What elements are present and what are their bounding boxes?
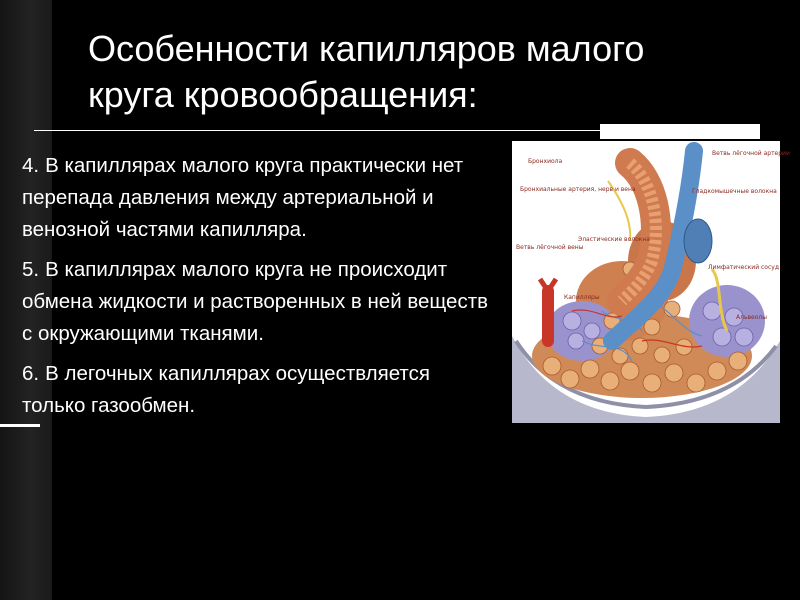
list-item-number: 5. [22, 258, 40, 281]
slide-title-line-1: Особенности капилляров малого [88, 28, 645, 69]
list-item-text: В легочных капиллярах осуществляется только газообмен. [22, 362, 430, 417]
list-item [22, 150, 492, 246]
label-elastic-fibers: Эластические волокна [578, 236, 650, 243]
list-item [22, 254, 492, 350]
list-item-number: 4. [22, 154, 40, 177]
label-capillaries: Капилляры [564, 294, 600, 301]
label-smooth-muscle: Гладкомышечные волокна [692, 188, 777, 195]
lung-capillaries-illustration [512, 141, 790, 423]
label-bronchial-artery-vein: Бронхиальные артерия, нерв и вена [520, 186, 636, 193]
feature-list [22, 150, 492, 430]
label-lymph-vessel: Лимфатический сосуд [708, 264, 779, 271]
label-pulm-artery-branch: Ветвь лёгочной артерии [712, 150, 790, 157]
label-pulm-vein-branch: Ветвь лёгочной вены [516, 244, 584, 251]
slide-title-line-2: круга кровообращения: [88, 74, 478, 115]
label-alveoli: Альвеолы [736, 314, 767, 321]
list-item-text: В капиллярах малого круга не происходит обмена жидкости и растворенных в ней веществ с окружающими тканями. [22, 258, 488, 345]
title-divider-accent [600, 124, 760, 139]
label-bronchiole: Бронхиола [528, 158, 563, 165]
pulmonary-artery-cross-section [684, 219, 712, 263]
list-item-text: В капиллярах малого круга практически нет перепада давления между артериальной и венозной частями капилляра. [22, 154, 464, 241]
slide-title [88, 26, 778, 118]
illustration-canvas [512, 141, 790, 423]
list-item [22, 358, 492, 422]
list-item-number: 6. [22, 362, 40, 385]
